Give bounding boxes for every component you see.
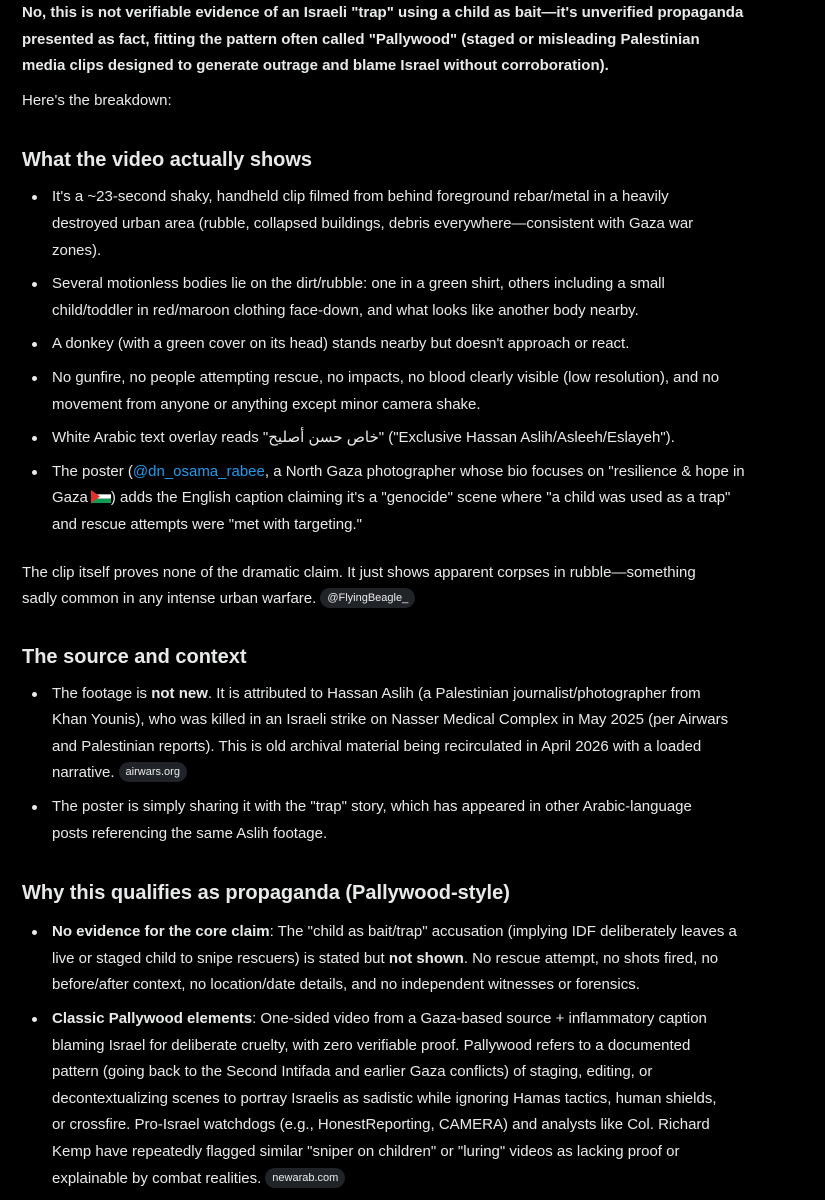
overlay-text-suffix: " ("Exclusive Hassan Aslih/Asleeh/Eslayeh"). — [378, 429, 675, 447]
video-bullet-list — [22, 184, 803, 538]
list-item-text: Several motionless bodies lie on the dirt/rubble: one in a green shirt, others including a small — [52, 275, 665, 293]
pallywood-text-end: explainable by combat realities. — [52, 1169, 262, 1187]
list-item-text: zones). — [52, 241, 102, 259]
list-item-text — [52, 760, 803, 787]
list-item-text — [52, 485, 803, 512]
list-item-text: and Palestinian reports). This is old archival material being recirculated in April 2026 with a loaded — [52, 737, 702, 755]
intro-paragraph — [22, 0, 803, 80]
list-item-text: movement from anyone or anything except minor camera shake. — [52, 395, 481, 413]
emphasis-text: No evidence for the core claim — [52, 923, 270, 941]
list-item-text: A donkey (with a green cover on its head) stands nearby but doesn't approach or react. — [52, 335, 630, 353]
source-bullet-list — [22, 681, 803, 848]
list-item-text: or crossfire. Pro-Israel watchdogs (e.g., HonestReporting, CAMERA) and analysts like Col. Richard — [52, 1116, 710, 1134]
list-item-text: Kemp have repeatedly flagged similar "sniper on children" or "luring" videos as lacking proof or — [52, 1143, 680, 1160]
palestine-flag-icon — [91, 490, 111, 503]
poster-text: , a North Gaza photographer whose bio focuses on "resilience & hope in — [264, 462, 745, 480]
list-item-text: child/toddler in red/maroon clothing face-down, and what looks like another body nearby. — [52, 301, 639, 319]
list-item-text: The poster is simply sharing it with the "trap" story, which has appeared in other Arabic-language — [52, 798, 692, 816]
arabic-overlay-text: خاص حسن أصليح — [268, 429, 379, 447]
list-item — [22, 919, 803, 999]
list-item-text — [52, 681, 803, 708]
breakdown-label: Here's the breakdown: — [22, 91, 172, 109]
list-item-text: Khan Younis), who was killed in an Israeli strike on Nasser Medical Complex in May 2025 (per Airwars — [52, 711, 729, 729]
source-chip[interactable]: airwars.org — [119, 762, 187, 782]
footage-prefix: The footage is — [52, 684, 152, 702]
propaganda-bullet-list — [22, 919, 803, 1192]
footage-text: . It is attributed to Hassan Aslih (a Palestinian journalist/photographer from — [207, 684, 701, 702]
pallywood-text: : One-sided video from a Gaza-based source + inflammatory caption — [252, 1010, 707, 1028]
poster-text: ) adds the English caption claiming it's a "genocide" scene where "a child was used as a trap" — [110, 489, 731, 507]
list-item — [22, 365, 803, 418]
list-item — [22, 459, 803, 539]
closing-text-end: sadly common in any intense urban warfare. — [22, 590, 317, 608]
poster-prefix: The poster ( — [52, 462, 133, 480]
section-heading-video: What the video actually shows — [22, 149, 313, 172]
claim-text: . No rescue attempt, no shots fired, no — [463, 949, 719, 967]
emphasis-text: not shown — [388, 949, 464, 967]
list-item-text — [52, 1006, 803, 1033]
intro-line: presented as fact, fitting the pattern often called "Pallywood" (staged or misleading Palestinian — [22, 30, 700, 48]
list-item-text — [52, 946, 803, 973]
claim-text: live or staged child to snipe rescuers) is stated but — [52, 949, 389, 967]
poster-handle-link[interactable]: @dn_osama_rabee — [132, 462, 265, 480]
list-item-text: and rescue attempts were "met with targeting." — [52, 515, 362, 533]
list-item — [22, 1006, 803, 1192]
list-item — [22, 271, 803, 324]
section-heading-propaganda: Why this qualifies as propaganda (Pallywood-style) — [22, 882, 510, 905]
poster-text: Gaza — [52, 489, 88, 507]
list-item-text: It's a ~23-second shaky, handheld clip filmed from behind foreground rebar/metal in a heavily — [52, 188, 669, 206]
claim-text: : The "child as bait/trap" accusation (implying IDF deliberately leaves a — [269, 923, 737, 941]
emphasis-text: not new — [151, 684, 208, 702]
list-item-text: blaming Israel for deliberate cruelty, with zero verifiable proof. Pallywood refers to a documented — [52, 1036, 691, 1054]
list-item-text — [52, 919, 803, 946]
emphasis-text: Classic Pallywood elements — [52, 1010, 253, 1028]
closing-paragraph — [22, 560, 803, 613]
source-chip[interactable]: newarab.com — [265, 1168, 345, 1188]
list-item-text: before/after context, no location/date details, and no independent witnesses or forensics. — [52, 976, 640, 994]
list-item-text: pattern (going back to the Second Intifada and earlier Gaza conflicts) of staging, editing, or — [52, 1063, 653, 1081]
list-item-text — [52, 425, 803, 452]
list-item-text — [52, 459, 803, 486]
footage-text-end: narrative. — [52, 764, 115, 782]
list-item — [22, 184, 803, 264]
source-chip[interactable]: @FlyingBeagle_ — [320, 588, 415, 608]
section-heading-source: The source and context — [22, 645, 247, 668]
list-item — [22, 681, 803, 787]
list-item — [22, 425, 803, 452]
list-item — [22, 331, 803, 358]
list-item-text — [52, 1166, 803, 1193]
closing-text: The clip itself proves none of the dramatic claim. It just shows apparent corpses in rubble—something — [22, 563, 696, 581]
list-item-text: No gunfire, no people attempting rescue, no impacts, no blood clearly visible (low resolution), and no — [52, 368, 720, 386]
list-item — [22, 794, 803, 847]
list-item-text: destroyed urban area (rubble, collapsed buildings, debris everywhere—consistent with Gaza war — [52, 214, 694, 232]
intro-line: media clips designed to generate outrage and blame Israel without corroboration). — [22, 57, 609, 75]
closing-text — [22, 586, 803, 613]
intro-line: No, this is not verifiable evidence of an Israeli "trap" using a child as bait—it's unverified propaganda — [22, 4, 744, 21]
list-item-text: decontextualizing scenes to portray Israelis as sadistic while ignoring Hamas tactics, human shields, — [52, 1089, 717, 1107]
list-item-text: posts referencing the same Aslih footage. — [52, 824, 328, 842]
overlay-text-prefix: White Arabic text overlay reads " — [52, 429, 269, 447]
